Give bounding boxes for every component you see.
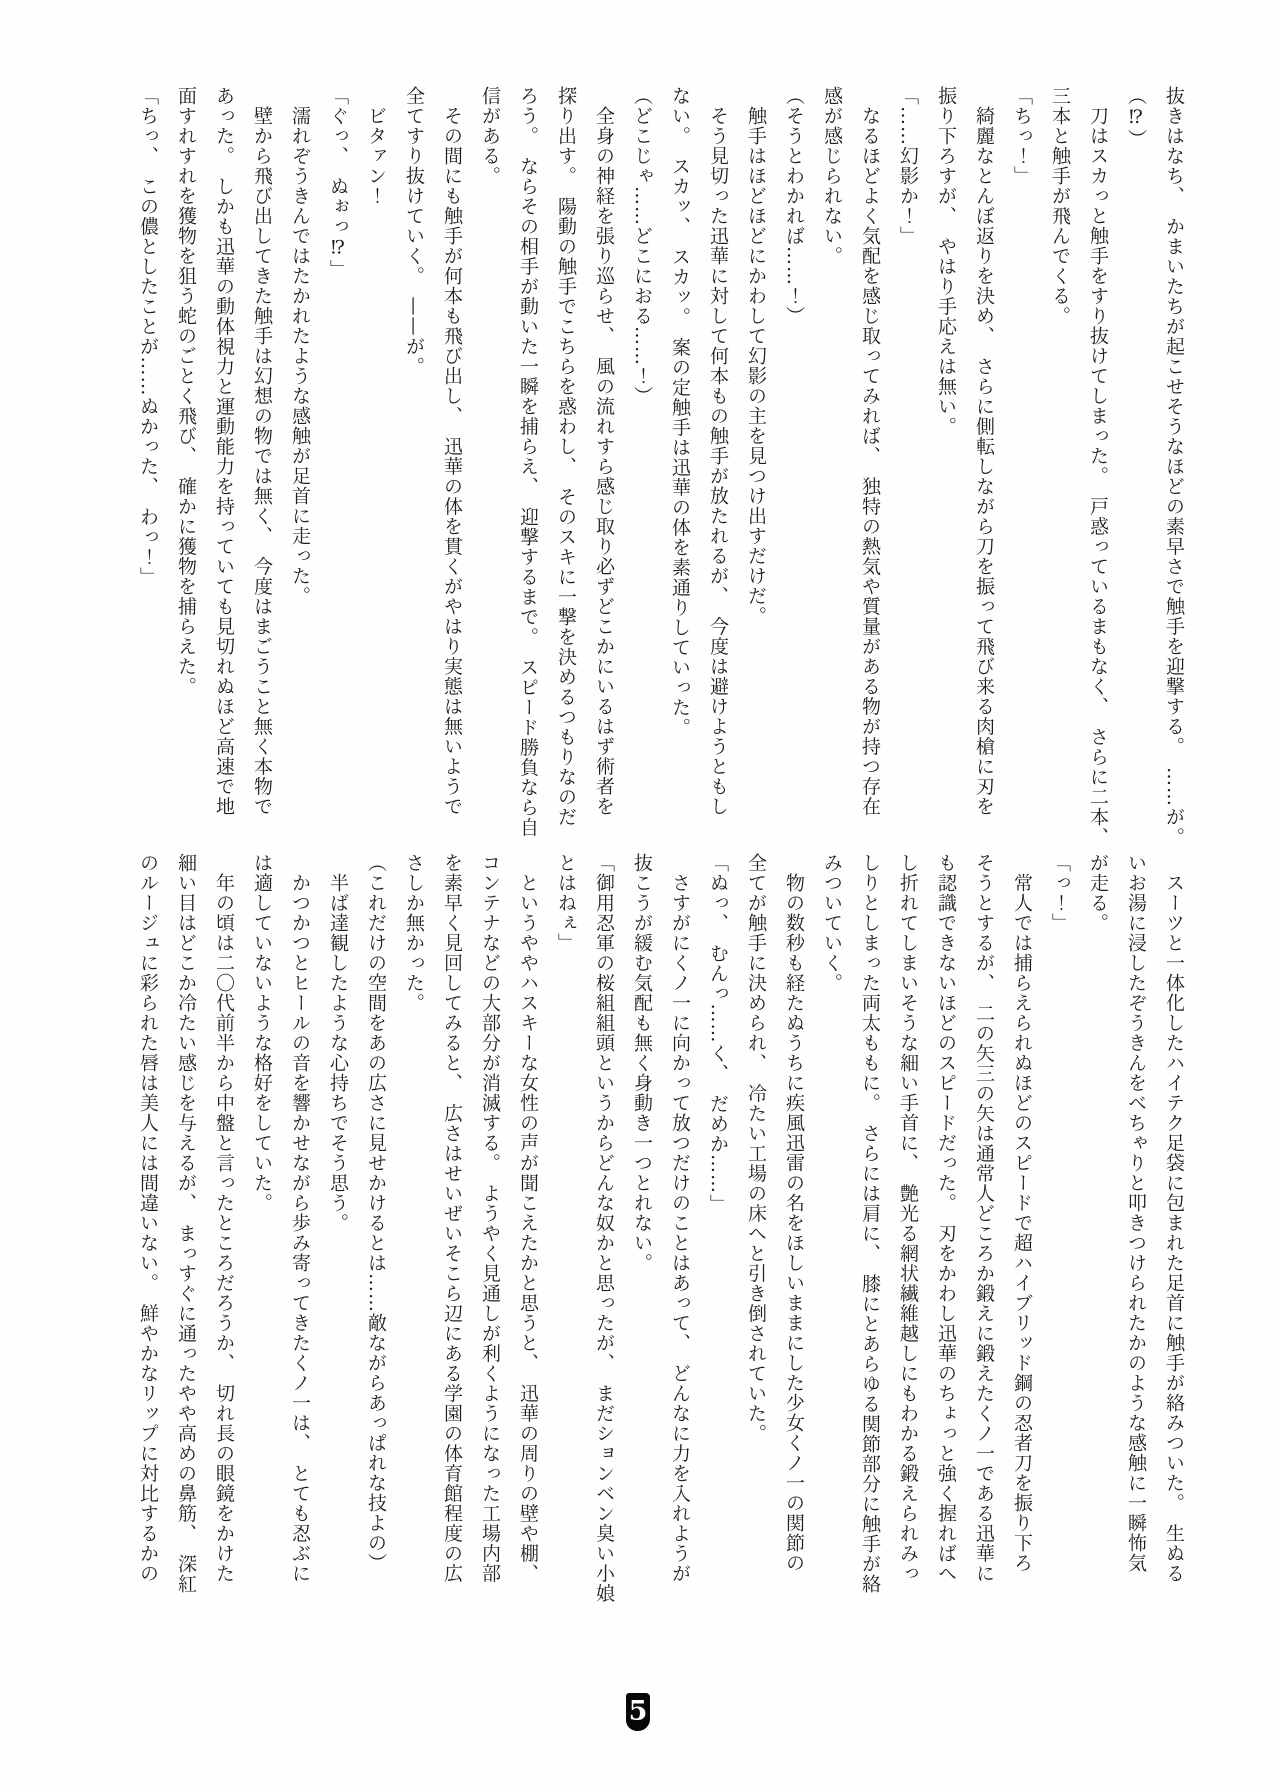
text-column: なるほどよく気配を感じ取ってみれば、 独特の熱気や質量がある物が持つ存在 (859, 86, 881, 817)
text-column: を素早く見回してみると、 広さはせいぜいそこら辺にある学園の体育館程度の広 (441, 853, 463, 1584)
text-column: さしか無かった。 (403, 853, 425, 1013)
text-column: 信がある。 (479, 86, 501, 186)
text-column: さすがにくノ一に向かって放つだけのことはあって、 どんなに力を入れようが (669, 853, 691, 1584)
text-column: かつかつとヒールの音を響かせながら歩み寄ってきたくノ一は、 とても忍ぶに (289, 853, 311, 1584)
text-column: は適していないような格好をしていた。 (251, 853, 273, 1213)
text-column: 感が感じられない。 (821, 86, 843, 266)
text-column: 細い目はどこか冷たい感じを与えるが、 まっすぐに通ったやや高めの鼻筋、 深紅 (175, 853, 197, 1594)
page-number-badge (626, 1693, 650, 1731)
text-column: 面すれすれを獲物を狙う蛇のごとく飛び、 確かに獲物を捕らえた。 (175, 86, 197, 697)
text-column: が走る。 (1087, 853, 1109, 933)
text-column: 「御用忍軍の桜組組頭というからどんな奴かと思ったが、 まだションベン臭い小娘 (593, 853, 615, 1604)
text-column: 探り出す。 陽動の触手でこちらを惑わし、 そのスキに一撃を決めるつもりなのだ (555, 86, 577, 827)
text-column: も認識できないほどのスピードだった。 刃をかわし迅華のちょっと強く握ればへ (935, 853, 957, 1584)
text-column: 全てが触手に決められ、 冷たい工場の床へと引き倒されていた。 (745, 853, 767, 1444)
text-column: ビタァン！ (365, 86, 387, 206)
top-text-block (129, 86, 1193, 870)
text-column: 綺麗なとんぼ返りを決め、 さらに側転しながら刀を振って飛び来る肉槍に刃を (973, 86, 995, 817)
text-column: 「……幻影か！」 (897, 86, 919, 246)
bottom-text-block (129, 853, 1193, 1643)
text-column: 全身の神経を張り巡らせ、 風の流れすら感じ取り必ずどこかにいるはず術者を (593, 86, 615, 817)
text-column: 抜こうが緩む気配も無く身動き一つとれない。 (631, 853, 653, 1273)
text-column: （どこじゃ……どこにおる……！） (631, 86, 653, 406)
text-column: あった。 しかも迅華の動体視力と運動能力を持っていても見切れぬほど高速で地 (213, 86, 235, 817)
text-column: （これだけの空間をあの広さに見せかけるとは……敵ながらあっぱれな技よの） (365, 853, 387, 1573)
text-column: 物の数秒も経たぬうちに疾風迅雷の名をほしいままにした少女くノ一の関節の (783, 853, 805, 1573)
text-column: 全てすり抜けていく。 ——が。 (403, 86, 425, 377)
text-column: とはねぇ」 (555, 853, 577, 953)
text-column: 「ぬっ、 むんっ……く、 だめか……」 (707, 853, 729, 1214)
text-column: 濡れぞうきんではたかれたような感触が足首に走った。 (289, 86, 311, 606)
text-column: そう見切った迅華に対して何本もの触手が放たれるが、 今度は避けようともし (707, 86, 729, 817)
text-column: 常人では捕らえられぬほどのスピードで超ハイブリッド鋼の忍者刀を振り下ろ (1011, 853, 1033, 1573)
text-column: （そうとわかれば……！） (783, 86, 805, 326)
text-column: し折れてしまいそうな細い手首に、 艶光る網状繊維越しにもわかる鍛えられみっ (897, 853, 919, 1584)
text-column: 「ちっ！」 (1011, 86, 1033, 186)
text-column: コンテナなどの大部分が消滅する。 ようやく見通しが利くようになった工場内部 (479, 853, 501, 1584)
text-column: 「ちっ、 この儂としたことが……ぬかった、 わっ！」 (137, 86, 159, 587)
text-column: 抜きはなち、 かまいたちが起こせそうなほどの素早さで触手を迎撃する。 ……が。 (1163, 86, 1185, 847)
text-column: のルージュに彩られた唇は美人には間違いない。 鮮やかなリップに対比するかの (137, 853, 159, 1584)
text-column: （⁉） (1125, 86, 1147, 149)
text-column: 触手はほどほどにかわして幻影の主を見つけ出すだけだ。 (745, 86, 767, 626)
text-column: 半ば達観したような心持ちでそう思う。 (327, 853, 349, 1233)
text-column: というややハスキーな女性の声が聞こえたかと思うと、 迅華の周りの壁や棚、 (517, 853, 539, 1584)
text-column: 振り下ろすが、 やはり手応えは無い。 (935, 86, 957, 437)
text-column: スーツと一体化したハイテク足袋に包まれた足首に触手が絡みついた。 生ぬる (1163, 853, 1185, 1584)
text-column: 三本と触手が飛んでくる。 (1049, 86, 1071, 326)
text-column: しりとしまった両太ももに。 さらには肩に、 膝にとあらゆる関節部分に触手が絡 (859, 853, 881, 1594)
text-column: 年の頃は二〇代前半から中盤と言ったところだろうか、 切れ長の眼鏡をかけた (213, 853, 235, 1584)
text-column: 「ぐっ、 ぬぉっ⁉」 (327, 86, 349, 280)
text-column: 「っ！」 (1049, 853, 1071, 933)
text-column: その間にも触手が何本も飛び出し、 迅華の体を貫くがやはり実態は無いようで (441, 86, 463, 817)
text-column: 壁から飛び出してきた触手は幻想の物では無く、 今度はまごうこと無く本物で (251, 86, 273, 817)
text-column: いお湯に浸したぞうきんをべちゃりと叩きつけられたかのような感触に一瞬怖気 (1125, 853, 1147, 1573)
text-column: みついていく。 (821, 853, 843, 993)
text-column: 刀はスカっと触手をすり抜けてしまった。 戸惑っているまもなく、 さらに二本、 (1087, 86, 1109, 847)
text-column: ろう。 ならその相手が動いた一瞬を捕らえ、 迎撃するまで。 スピード勝負なら自 (517, 86, 539, 838)
page-number: 5 (628, 1695, 648, 1727)
text-column: そうとするが、 二の矢三の矢は通常人どころか鍛えに鍛えたくノ一である迅華に (973, 853, 995, 1584)
text-column: ない。 スカッ、 スカッ。 案の定触手は迅華の体を素通りしていった。 (669, 86, 691, 738)
